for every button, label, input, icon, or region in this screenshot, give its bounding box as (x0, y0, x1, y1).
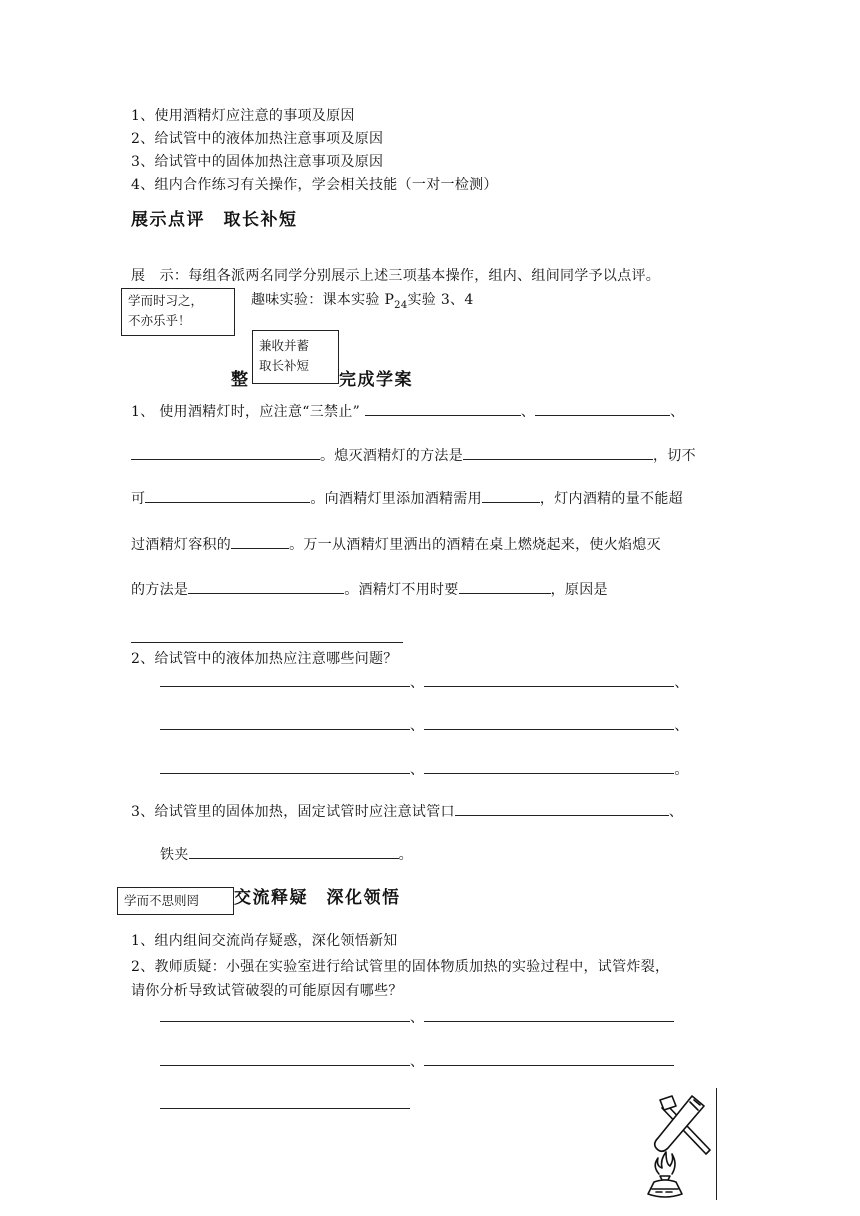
display-instruction: 展 示：每组各派两名同学分别展示上述三项基本操作，组内、组间同学予以点评。 (131, 268, 661, 284)
period: 。 (674, 762, 689, 778)
answer-blank[interactable] (160, 761, 410, 774)
note-box-reflect (117, 887, 234, 915)
section-heading-organize-right: 完成学案 (339, 370, 413, 390)
answer-blank[interactable] (424, 674, 674, 687)
fun-experiment-page: 24 (394, 299, 408, 311)
answer-blank[interactable] (365, 403, 521, 416)
q1-line-1 (131, 402, 684, 422)
separator: 、 (410, 1010, 425, 1026)
q1-text: ，灯内酒精的量不能超 (539, 491, 683, 507)
separator: 、 (410, 718, 425, 734)
q1-line-3 (131, 489, 683, 509)
q1-line-5 (131, 580, 608, 600)
q3-text: 铁夹 (160, 847, 189, 863)
answer-blank[interactable] (160, 674, 410, 687)
exchange-item-2-line-1: 2、教师质疑：小强在实验室进行给试管里的固体物质加热的实验过程中，试管炸裂， (131, 959, 670, 975)
answer-blank[interactable] (459, 581, 551, 594)
separator: 、 (674, 675, 689, 691)
separator: 、 (410, 675, 425, 691)
note-box-line: 学而不思则罔 (124, 893, 200, 908)
answer-blank[interactable] (482, 490, 540, 503)
exchange-item-2-line-2: 请你分析导致试管破裂的可能原因有哪些？ (131, 983, 403, 999)
q1-text: 可 (131, 491, 146, 507)
q1-text: 的方法是 (131, 582, 189, 598)
answer-blank[interactable] (145, 490, 310, 503)
fun-experiment (251, 290, 474, 316)
answer-blank[interactable] (189, 846, 399, 859)
note-box-absorb (252, 330, 339, 384)
exchange-answer-line-1 (160, 1008, 674, 1028)
separator: 、 (410, 762, 425, 778)
separator: 、 (668, 804, 684, 820)
q1-text: ，原因是 (550, 582, 608, 598)
answer-blank[interactable] (455, 803, 669, 816)
margin-rule (716, 1088, 717, 1200)
answer-blank[interactable] (424, 1053, 674, 1066)
task-item-4: 4、组内合作练习有关操作，学会相关技能（一对一检测） (131, 177, 498, 193)
q1-text: 。熄灭酒精灯的方法是 (320, 448, 463, 464)
answer-blank[interactable] (188, 581, 344, 594)
test-tube-heating-icon (632, 1086, 716, 1202)
q1-text: 1、 使用酒精灯时，应注意“三禁止” (131, 404, 361, 420)
q2-line-2 (160, 716, 689, 736)
answer-blank[interactable] (463, 447, 653, 460)
fun-experiment-prefix: 趣味实验：课本实验 P (251, 292, 395, 308)
answer-blank[interactable] (424, 1009, 674, 1022)
separator: 、 (410, 1054, 425, 1070)
note-box-line: 学而时习之， (128, 293, 204, 308)
separator: 、 (520, 404, 536, 420)
answer-blank[interactable] (424, 717, 674, 730)
period: 。 (398, 847, 413, 863)
exchange-item-1: 1、组内组间交流尚存疑惑，深化领悟新知 (131, 933, 398, 949)
q1-text: 。酒精灯不用时要 (344, 582, 459, 598)
q1-line-2 (131, 446, 696, 466)
task-item-1: 1、使用酒精灯应注意的事项及原因 (131, 108, 355, 124)
answer-blank[interactable] (160, 1009, 410, 1022)
q3-text: 3、给试管里的固体加热，固定试管时应注意试管口 (131, 804, 455, 820)
answer-blank[interactable] (424, 761, 674, 774)
q2-line-3 (160, 760, 689, 780)
answer-blank[interactable] (231, 536, 289, 549)
fun-experiment-suffix: 实验 3、4 (407, 292, 474, 308)
q3-line-2 (160, 845, 413, 865)
section-heading-organize-left: 整 (231, 370, 250, 390)
answer-blank[interactable] (131, 630, 403, 643)
separator: 、 (674, 718, 689, 734)
answer-blank[interactable] (160, 1053, 410, 1066)
section-heading-exchange: 交流释疑 深化领悟 (234, 888, 401, 908)
section-heading-display: 展示点评 取长补短 (131, 210, 298, 230)
q2-line-1 (160, 673, 689, 693)
answer-blank[interactable] (131, 447, 320, 460)
separator: 、 (670, 404, 685, 420)
q1-line-4 (131, 535, 661, 555)
q1-text: 。万一从酒精灯里洒出的酒精在桌上燃烧起来，使火焰熄灭 (289, 537, 661, 553)
note-box-line: 取长补短 (259, 358, 310, 373)
q3-line-1 (131, 802, 683, 822)
note-box-practice (121, 288, 235, 336)
note-box-line: 兼收并蓄 (259, 338, 310, 353)
q1-text: ，切不 (653, 448, 696, 464)
answer-blank[interactable] (535, 403, 670, 416)
q2-prompt: 2、给试管中的液体加热应注意哪些问题？ (131, 651, 398, 667)
answer-blank[interactable] (160, 1096, 410, 1109)
answer-blank[interactable] (160, 717, 410, 730)
task-item-3: 3、给试管中的固体加热注意事项及原因 (131, 154, 384, 170)
q1-text: 过酒精灯容积的 (131, 537, 232, 553)
exchange-answer-line-2 (160, 1052, 674, 1072)
note-box-line: 不亦乐乎！ (128, 313, 191, 328)
q1-text: 。向酒精灯里添加酒精需用 (310, 491, 482, 507)
task-item-2: 2、给试管中的液体加热注意事项及原因 (131, 131, 384, 147)
